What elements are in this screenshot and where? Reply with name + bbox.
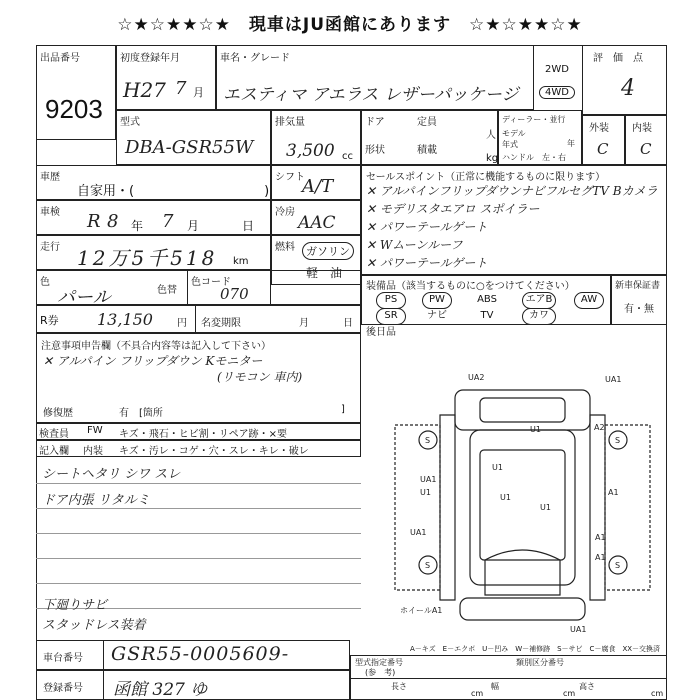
color-change-label: 色替 [157, 285, 177, 296]
cm-unit: cm [563, 689, 576, 698]
handwritten-note: シートヘタリ シワ スレ [42, 467, 181, 482]
ac-label: 冷房 [275, 207, 295, 218]
disp-label: 排気量 [275, 117, 305, 128]
inspect-fw: FW [87, 425, 103, 436]
ac-value: AAC [298, 213, 336, 233]
equip-pw: PW [422, 292, 452, 309]
chassis-label: 車台番号 [43, 653, 83, 664]
sales-points-box [361, 165, 667, 275]
shaken-year: 8 [107, 211, 119, 232]
damage-mark: S [425, 561, 431, 570]
warranty-value: 有・無 [624, 304, 654, 315]
damage-mark: A1 [595, 533, 606, 542]
sales-item: ✕ Wムーンルーフ [366, 238, 463, 252]
reg-row [36, 670, 350, 700]
color-code-cell [187, 270, 361, 305]
repair-end: ] [341, 404, 345, 415]
record-label: 記入欄 [39, 446, 69, 457]
damage-mark: S [615, 561, 621, 570]
recycle-row [36, 305, 361, 333]
damage-mark: U1 [530, 425, 541, 434]
class-label: 類別区分番号 [516, 658, 564, 667]
sales-item: ✕ パワーテールゲート [366, 220, 488, 234]
damage-legend: A－キズ E－エクボ U－凹み W－補修跡 S－サビ C－腐食 XX－交換済 [410, 645, 661, 653]
sales-item: ✕ モデリスタエアロ スポイラー [366, 202, 540, 216]
fuel-light: 軽 油 [306, 266, 343, 280]
load-label: 積載 [417, 145, 437, 156]
notes-line: ✕ アルパイン フリップダウン Kモニター [43, 354, 263, 368]
capacity-unit: 人 [486, 130, 496, 141]
ac-cell [271, 200, 361, 235]
reg-label: 登録番号 [43, 683, 83, 694]
inspect-label: 検査員 [39, 429, 69, 440]
lot-label: 出品番号 [40, 53, 80, 64]
equip-aw: AW [574, 292, 604, 309]
score-value: 4 [621, 76, 635, 101]
notes-line: (リモコン 車内) [217, 370, 303, 384]
model-value: DBA-GSR55W [125, 137, 254, 158]
ext-cell [582, 115, 625, 165]
cm-unit: cm [471, 689, 484, 698]
first-reg-cell [116, 45, 216, 110]
int-value: C [640, 140, 652, 158]
wd-4: 4WD [539, 86, 575, 99]
notes-title: 注意事項申告欄（不具合内容等は記入して下さい） [41, 341, 271, 352]
mileage-label: 走行 [40, 242, 60, 253]
car-name: エスティマ アエラス レザーパッケージ [223, 85, 519, 105]
recycle-label: R券 [40, 314, 59, 327]
capacity-label: 定員 [417, 117, 437, 128]
damage-mark: S [425, 436, 431, 445]
color-code-value: 070 [220, 285, 249, 303]
ext-label: 外装 [589, 123, 609, 134]
model-type-label: 型式指定番号 [355, 658, 403, 667]
year-unit: 年 [567, 139, 575, 148]
shaken-cell [36, 200, 271, 235]
reg-value: 函館 327 ゆ [113, 680, 208, 700]
handwritten-note: ドア内張 リタルミ [42, 493, 150, 508]
shift-label: シフト [275, 172, 305, 183]
disp-unit: cc [342, 151, 353, 162]
height-label: 高さ [579, 682, 595, 691]
name-grade-cell [216, 45, 569, 110]
deadline-month: 月 [299, 318, 309, 329]
damage-mark: U1 [420, 488, 431, 497]
disp-value: 3,500 [286, 141, 335, 161]
history-cell [36, 165, 271, 200]
shape-label: 形状 [365, 145, 385, 156]
warranty-label: 新車保証書 [615, 281, 661, 291]
lot-number: 9203 [45, 94, 103, 124]
equip-sr: SR [376, 308, 406, 325]
history-label: 車歴 [40, 172, 60, 183]
sales-item: ✕ パワーテールゲート [366, 256, 488, 270]
score-label: 評 価 点 [593, 53, 643, 64]
load-unit: kg [486, 153, 499, 164]
spec-row [350, 655, 667, 700]
damage-mark: UA1 [605, 375, 622, 384]
shaken-era: R [87, 211, 101, 232]
repair-label: 修復歴 [43, 408, 73, 419]
fuel-label: 燃料 [275, 242, 295, 253]
model-label: 型式 [120, 117, 140, 128]
damage-mark: UA1 [570, 625, 587, 634]
door-label: ドア [365, 117, 385, 128]
first-reg-year: H27 [123, 78, 166, 102]
dealer-cell [498, 110, 582, 165]
month-suffix: 月 [193, 86, 204, 99]
lot-number-cell [36, 45, 116, 140]
dealer-label: ディーラー・並行 [502, 115, 566, 124]
damage-mark: S [615, 436, 621, 445]
equip-tv: TV [480, 310, 494, 321]
mileage-value: 12万5千518 [77, 246, 218, 270]
ext-value: C [597, 140, 609, 158]
deadline-day: 日 [343, 318, 353, 329]
damage-mark: U1 [540, 503, 551, 512]
notes-box [36, 333, 361, 423]
name-label: 車名・グレード [220, 53, 290, 64]
equip-airbag: エアB [522, 292, 556, 309]
mileage-unit: km [233, 256, 249, 267]
equipment-box [361, 275, 611, 325]
shift-value: A/T [302, 176, 334, 197]
int-label: 内装 [632, 123, 652, 134]
chassis-value: GSR55-0005609- [111, 643, 290, 665]
recycle-unit: 円 [177, 318, 187, 329]
equip-ps: PS [376, 292, 406, 309]
damage-mark: ホイールA1 [400, 606, 443, 615]
inspect-row-2 [36, 440, 361, 457]
deadline-label: 名変期限 [201, 318, 241, 329]
color-label: 色 [40, 277, 50, 288]
car-damage-diagram [380, 370, 665, 635]
repair-value: 有 [箇所 [119, 408, 163, 419]
model-cell [116, 110, 271, 165]
inspect-items: キズ・飛石・ヒビ割・リペア跡・×要 [119, 429, 287, 440]
equip-abs: ABS [477, 294, 497, 305]
first-reg-label: 初度登録年月 [120, 53, 180, 64]
back-date-label: 後日品 [366, 327, 396, 338]
handwritten-note: 下廻りサビ [42, 598, 108, 613]
equip-navi: ナビ [427, 310, 447, 321]
first-reg-month: 7 [175, 78, 187, 99]
fuel-gas: ガソリン [302, 242, 354, 260]
shift-cell [271, 165, 361, 200]
handwritten-note: スタッドレス装着 [42, 618, 146, 633]
shaken-m: 月 [187, 219, 200, 233]
color-code-label: 色コード [191, 277, 231, 288]
handle-label: ハンドル 左・右 [502, 153, 566, 162]
recycle-value: 13,150 [97, 310, 153, 329]
mileage-cell [36, 235, 271, 270]
length-label: 長さ [391, 682, 407, 691]
shaken-month: 7 [162, 211, 174, 232]
inspect-interior: 内装 [83, 446, 103, 457]
page-title: ☆★☆★★☆★ 現車はJU函館にあります ☆★☆★★☆★ [117, 15, 583, 35]
door-cell [361, 110, 498, 165]
damage-mark: A2 [594, 423, 605, 432]
damage-mark: UA2 [468, 373, 485, 382]
inspect-row-1 [36, 423, 361, 440]
width-label: 幅 [491, 682, 499, 691]
color-value: パール [57, 287, 111, 308]
int-cell [625, 115, 667, 165]
equipment-title: 装備品（該当するものに○をつけてください） [366, 281, 575, 292]
model-year-label: モデル年式 [502, 129, 526, 149]
equip-other: カワ [522, 308, 556, 325]
warranty-cell [611, 275, 667, 325]
damage-mark: A1 [595, 553, 606, 562]
cm-unit: cm [651, 689, 664, 698]
damage-mark: UA1 [410, 528, 427, 537]
sales-title: セールスポイント（正常に機能するものに限ります） [366, 172, 606, 183]
wd-2: 2WD [545, 64, 569, 75]
damage-mark: A1 [608, 488, 619, 497]
chassis-row [36, 640, 350, 670]
sales-item: ✕ アルパインフリップダウンナビフルセグTV Bカメラ [366, 184, 658, 198]
shaken-label: 車検 [40, 207, 60, 218]
damage-mark: U1 [492, 463, 503, 472]
damage-mark: UA1 [420, 475, 437, 484]
history-value: 自家用・( ) [77, 184, 270, 199]
damage-mark: U1 [500, 493, 511, 502]
ref-label: (参 考) [365, 668, 396, 677]
shaken-d: 日 [242, 219, 255, 233]
shaken-y: 年 [131, 219, 144, 233]
displacement-cell [271, 110, 361, 165]
inspect-items: キズ・汚レ・コゲ・穴・スレ・キレ・破レ [119, 446, 309, 457]
score-cell [582, 45, 667, 115]
